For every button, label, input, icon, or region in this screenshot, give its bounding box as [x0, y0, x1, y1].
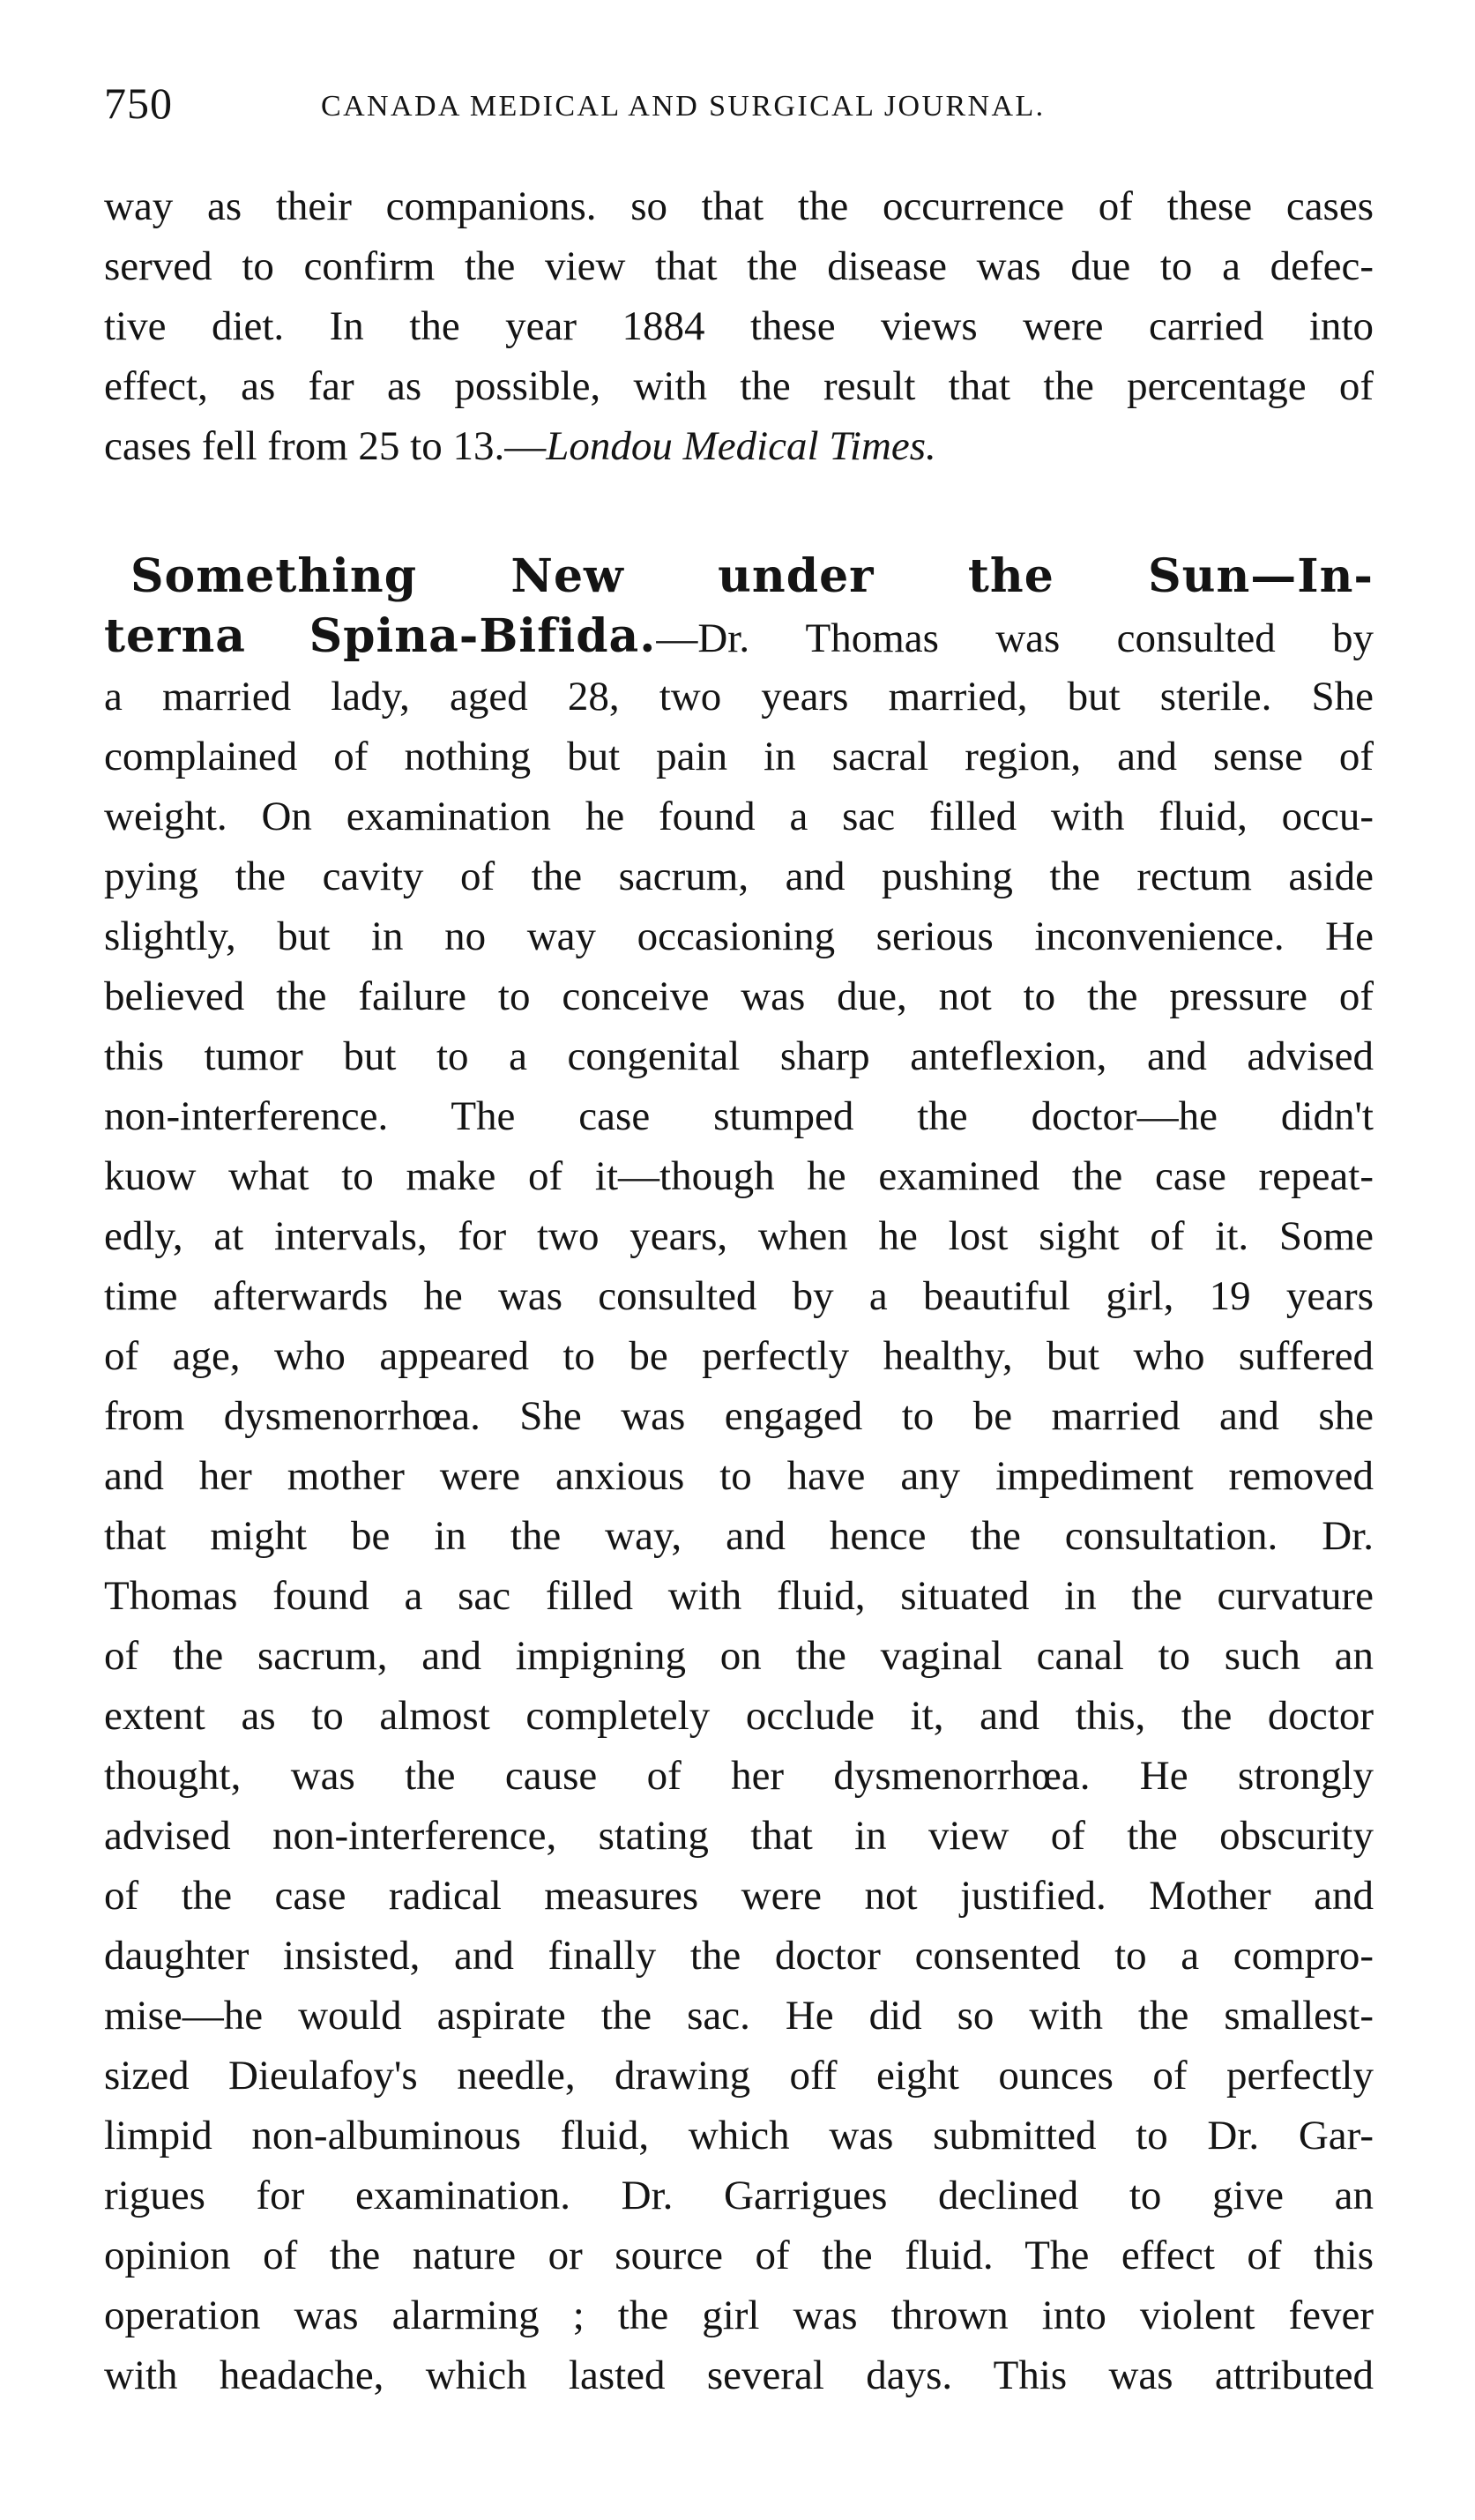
article-heading-line	[104, 607, 1374, 667]
source-citation: Londou Medical Times.	[546, 423, 936, 469]
text-line: and her mother were anxious to have any impediment removed	[104, 1453, 1374, 1499]
text-line: time afterwards he was consulted by a beautiful girl, 19 years	[104, 1273, 1374, 1319]
text-line: thought, was the cause of her dysmenorrhœa. He strongly	[104, 1753, 1374, 1799]
text-line: mise—he would aspirate the sac. He did so with the smallest-	[104, 1993, 1374, 2039]
text-line: Thomas found a sac filled with fluid, situated in the curvature	[104, 1573, 1374, 1619]
text-line: rigues for examination. Dr. Garrigues declined to give an	[104, 2173, 1374, 2218]
text-line: of age, who appeared to be perfectly healthy, but who suffered	[104, 1333, 1374, 1379]
text-line: served to confirm the view that the disease was due to a defec-	[104, 243, 1374, 289]
article-heading-part-two: terna Spina-Bifida.	[104, 609, 657, 663]
text-line: sized Dieulafoy's needle, drawing off eight ounces of perfectly	[104, 2053, 1374, 2099]
text-line: pying the cavity of the sacrum, and pushing the rectum aside	[104, 854, 1374, 899]
text-line: this tumor but to a congenital sharp anteflexion, and advised	[104, 1033, 1374, 1079]
text-line: with headache, which lasted several days. This was attributed	[104, 2352, 1374, 2398]
text-line: kuow what to make of it—though he examined the case repeat-	[104, 1153, 1374, 1199]
text-line: a married lady, aged 28, two years married, but sterile. She	[104, 674, 1374, 719]
article-something-new	[104, 547, 1374, 2405]
text-line: limpid non-albuminous fluid, which was submitted to Dr. Gar-	[104, 2113, 1374, 2158]
text-line: extent as to almost completely occlude it, and this, the doctor	[104, 1693, 1374, 1739]
text-line: operation was alarming ; the girl was thrown into violent fever	[104, 2293, 1374, 2338]
text-line: edly, at intervals, for two years, when he lost sight of it. Some	[104, 1213, 1374, 1259]
text-line: slightly, but in no way occasioning serious inconvenience. He	[104, 913, 1374, 959]
paragraph-continued	[104, 176, 1374, 476]
source-lead-text: cases fell from 25 to 13.—	[104, 423, 547, 469]
text-line: weight. On examination he found a sac filled with fluid, occu-	[104, 794, 1374, 839]
text-line: complained of nothing but pain in sacral region, and sense of	[104, 734, 1374, 779]
article-heading-part-one: Something New under the Sun—In-	[130, 549, 1374, 603]
text-line: believed the failure to conceive was due, not to the pressure of	[104, 973, 1374, 1019]
text-line: daughter insisted, and finally the doctor consented to a compro-	[104, 1933, 1374, 1979]
text-line: non-interference. The case stumped the doctor—he didn't	[104, 1093, 1374, 1139]
text-line: effect, as far as possible, with the result that the percentage of	[104, 363, 1374, 409]
text-line: advised non-interference, stating that in view of the obscurity	[104, 1813, 1374, 1859]
text-line: from dysmenorrhœa. She was engaged to be married and she	[104, 1393, 1374, 1439]
journal-title: CANADA MEDICAL AND SURGICAL JOURNAL.	[321, 90, 1046, 123]
text-line-with-source	[104, 416, 1374, 476]
text-line: opinion of the nature or source of the fluid. The effect of this	[104, 2233, 1374, 2278]
article-lead-text: —Dr. Thomas was consulted by	[656, 615, 1374, 661]
page-number: 750	[104, 78, 173, 128]
text-line: of the case radical measures were not justified. Mother and	[104, 1873, 1374, 1919]
text-line: of the sacrum, and impigning on the vaginal canal to such an	[104, 1633, 1374, 1679]
running-head	[104, 78, 1374, 139]
text-line: tive diet. In the year 1884 these views were carried into	[104, 303, 1374, 349]
text-line: that might be in the way, and hence the consultation. Dr.	[104, 1513, 1374, 1559]
text-line: way as their companions. so that the occurrence of these cases	[104, 183, 1374, 229]
article-heading-line	[104, 547, 1374, 607]
